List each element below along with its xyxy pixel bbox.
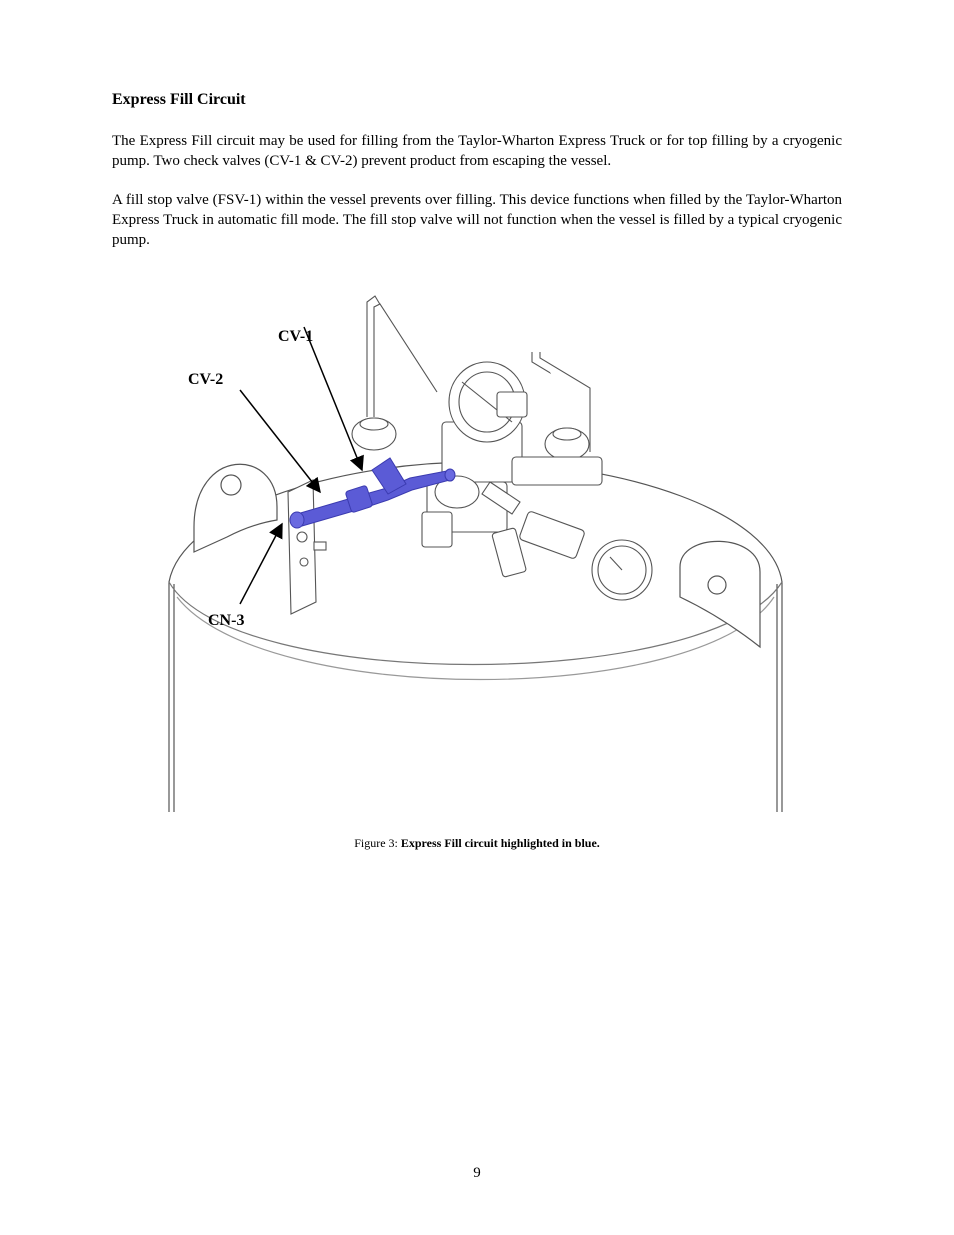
paragraph-express-fill-intro: The Express Fill circuit may be used for filling from the Taylor-Wharton Express Truck or for top filling by a cryogenic pump. Two check valves (CV-1 & CV-2) prevent product from escaping the vessel. [112,133,842,169]
lifting-lug-right [680,541,760,647]
label-cv2: CV-2 [188,371,224,388]
paragraph-fill-stop-valve: A fill stop valve (FSV-1) within the vessel prevents over filling. This device functions when filled by the Taylor-Wharton Express Truck in automatic fill mode. The fill stop valve will not function when the vessel is filled by a typical cryogenic pump. [112,192,842,248]
plumbing-assembly [352,296,652,600]
section-heading: Express Fill Circuit [112,91,246,108]
express-fill-figure [112,252,842,817]
page-number: 9 [473,1165,481,1181]
cv1-leader-arrow [304,327,362,470]
mounting-plate [288,480,326,614]
figure-caption [0,836,954,851]
cn3-leader-arrow [240,524,282,604]
caption-prefix: Figure 3: [354,836,401,850]
label-cv1: CV-1 [278,328,314,345]
lifting-lug-left [194,464,277,552]
label-cn3: CN-3 [208,612,245,629]
caption-text: Express Fill circuit highlighted in blue. [400,836,600,850]
vessel-diagram [112,252,842,817]
